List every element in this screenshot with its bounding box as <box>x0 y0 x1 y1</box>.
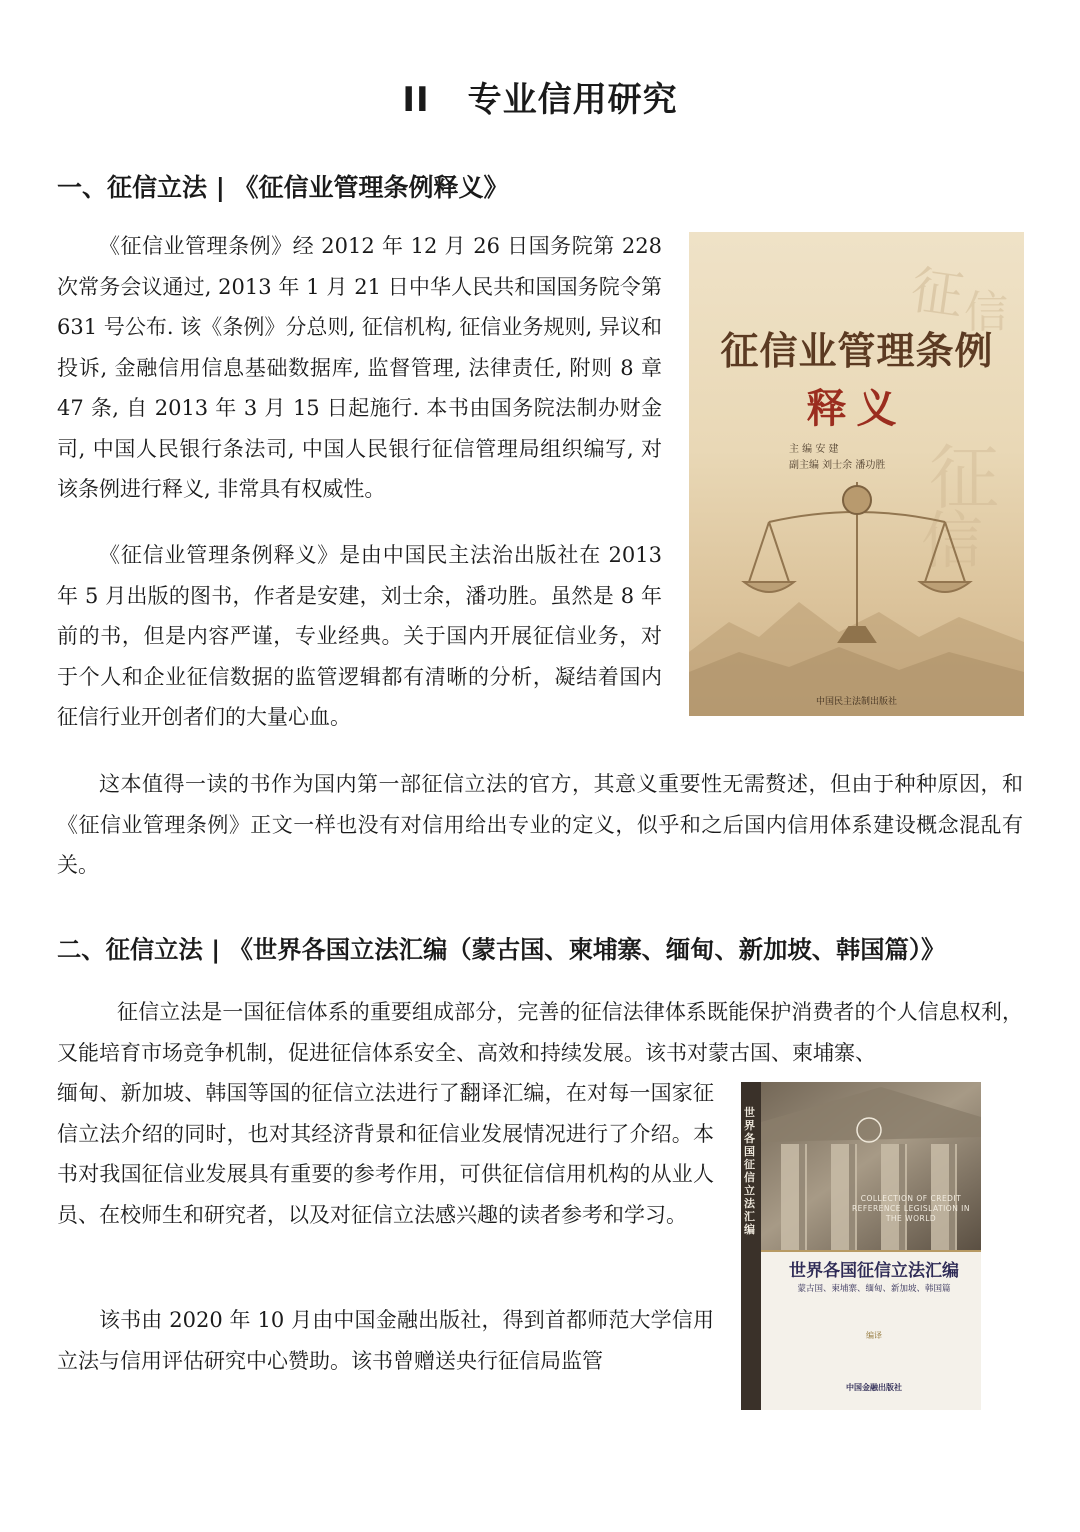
cover-2-title: 世界各国征信立法汇编 <box>789 1261 959 1281</box>
section-1-paragraph-3: 这本值得一读的书作为国内第一部征信立法的官方，其意义重要性无需赘述，但由于种种原因，和《征信业管理条例》正文一样也没有对信用给出专业的定义，似乎和之后国内信用体系建设概念混乱有关。 <box>57 772 1023 877</box>
svg-text:征: 征 <box>907 260 968 328</box>
cover-1-chief-editor: 主 编 安 建 <box>789 444 839 455</box>
svg-text:信: 信 <box>921 504 984 577</box>
cover-1-title: 征信业管理条例 <box>720 329 994 373</box>
section-1-heading: 一、征信立法 | 《征信业管理条例释义》 <box>57 173 509 202</box>
cover-2-spine-title: 世界各国征信立法汇编 <box>744 1106 755 1236</box>
cover-2-editor-note: 编译 <box>866 1331 882 1340</box>
cover-1-publisher: 中国民主法制出版社 <box>815 697 897 707</box>
section-2-paragraph-1: 征信立法是一国征信体系的重要组成部分，完善的征信法律体系既能保护消费者的个人信息权利，又能培育市场竞争机制，促进征信体系安全、高效和持续发展。该书对蒙古国、柬埔寨、 <box>57 1000 1023 1065</box>
cover-2-english-title: COLLECTION OF CREDIT REFERENCE LEGISLATION IN THE WORLD <box>851 1194 971 1223</box>
section-number: II <box>402 80 430 120</box>
book-cover-world-legislation <box>741 1082 981 1410</box>
cover-2-publisher: 中国金融出版社 <box>846 1382 902 1392</box>
cover-1-subtitle: 释义 <box>806 385 907 432</box>
section-1-paragraph-1: 《征信业管理条例》经 2012 年 12 月 26 日国务院第 228 次常务会议通过, 2013 年 1 月 21 日中华人民共和国国务院令第 631 号公布. 该《条例》分总则, 征信机构, 征信业务规则, 异议和投诉, 金融信用信息基础数据库, 监督管理, 法律责任, 附则 8 章 47 条, 自 2013 年 3 月 15 日起施行. 本书由国务院法制办财金司, 中国人民银行条法司, 中国人民银行征信管理局组织编写, 对该条例进行释义, 非常具有权威性。 <box>57 234 662 501</box>
svg-text:信: 信 <box>964 287 1008 338</box>
section-1-paragraph-2: 《征信业管理条例释义》是由中国民主法治出版社在 2013 年 5 月出版的图书，作者是安建，刘士余，潘功胜。虽然是 8 年前的书，但是内容严谨，专业经典。关于国内开展征信业务，对于个人和企业征信数据的监管逻辑都有清晰的分析，凝结着国内征信行业开创者们的大量心血。 <box>57 543 662 729</box>
svg-text:征: 征 <box>929 437 999 519</box>
section-2-paragraph-3: 该书由 2020 年 10 月由中国金融出版社，得到首都师范大学信用立法与信用评估研究中心赞助。该书曾赠送央行征信局监管 <box>57 1308 714 1373</box>
cover-2-subtitle: 蒙古国、柬埔寨、缅甸、新加坡、韩国篇 <box>797 1284 951 1294</box>
section-2-paragraph-2: 缅甸、新加坡、韩国等国的征信立法进行了翻译汇编，在对每一国家征信立法介绍的同时，也对其经济背景和征信业发展情况进行了介绍。本书对我国征信业发展具有重要的参考作用，可供征信信用机构的从业人员、在校师生和研究者，以及对征信立法感兴趣的读者参考和学习。 <box>57 1081 714 1227</box>
section-title-text: 专业信用研究 <box>467 80 678 120</box>
section-title <box>0 72 1080 121</box>
book-cover-credit-regulation <box>689 232 1024 716</box>
section-2-heading: 二、征信立法 | 《世界各国立法汇编（蒙古国、柬埔寨、缅甸、新加坡、韩国篇）》 <box>57 935 946 964</box>
cover-1-deputy-editors: 副主编 刘士余 潘功胜 <box>789 460 886 471</box>
